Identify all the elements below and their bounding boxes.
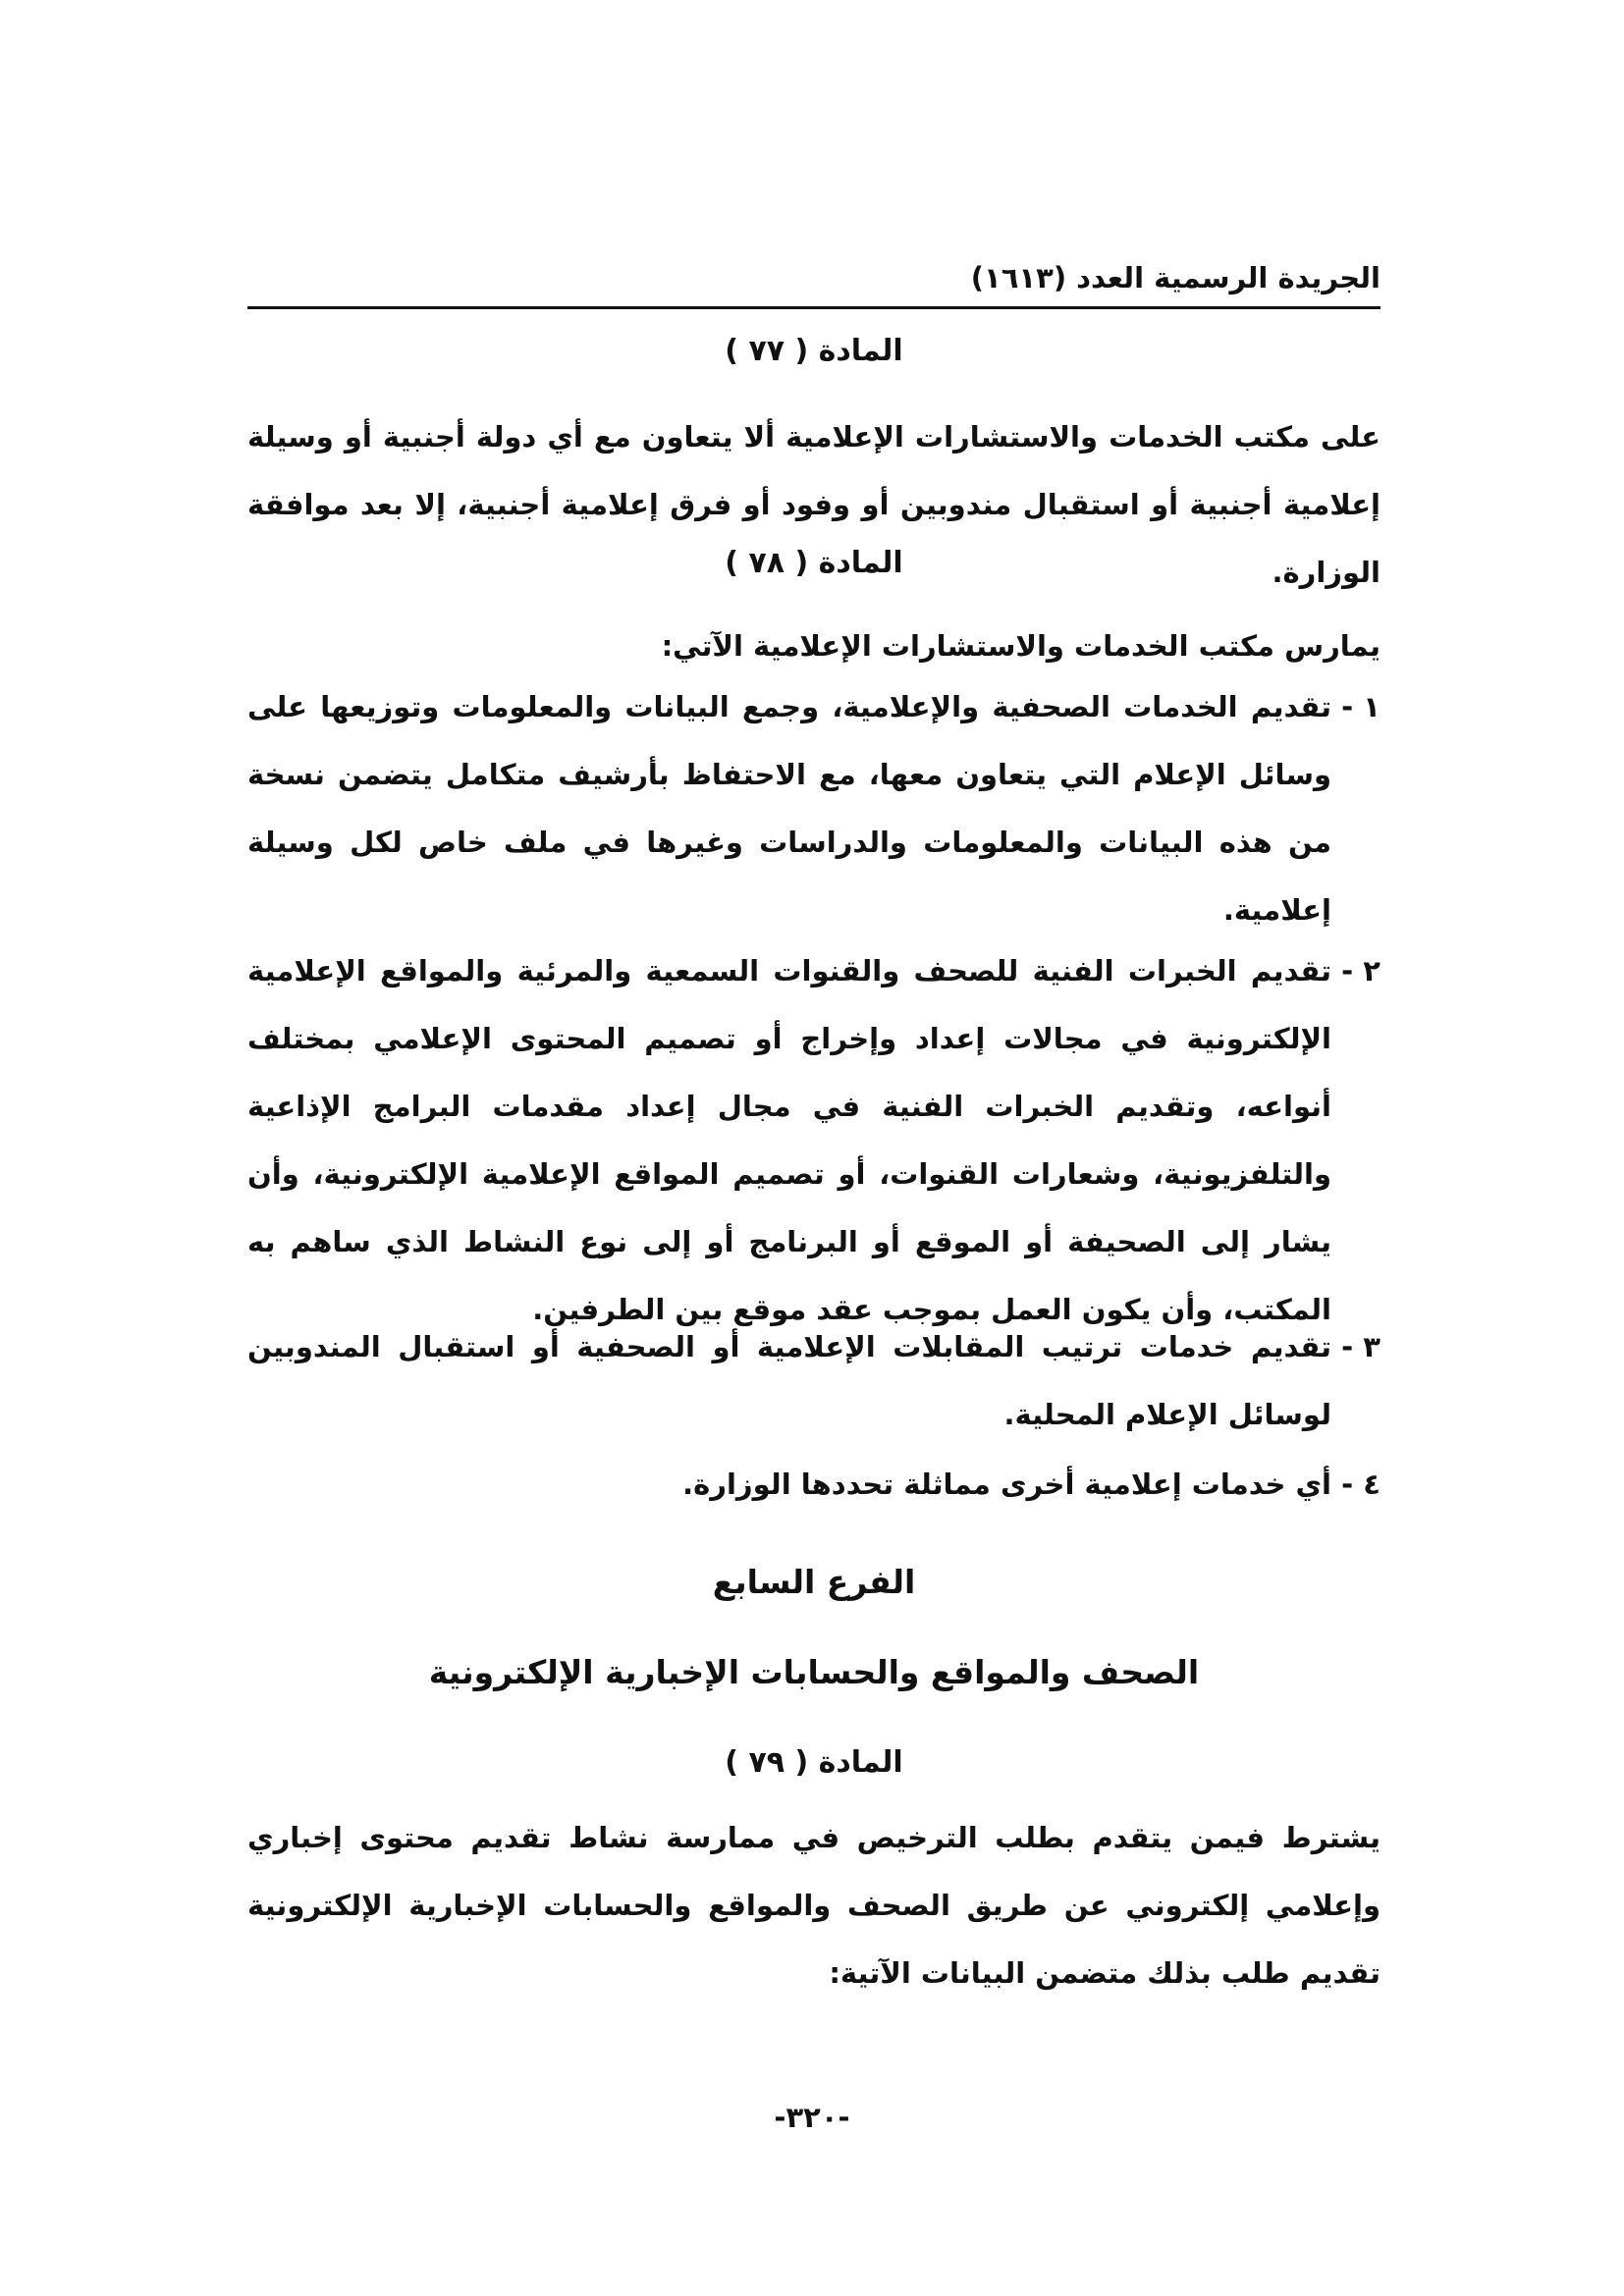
list-item-number: ٣ - xyxy=(1341,1330,1380,1363)
page-header xyxy=(247,257,1380,306)
list-item-text: أي خدمات إعلامية أخرى مماثلة تحددها الوزارة. xyxy=(682,1468,1331,1501)
list-item-text: تقديم الخبرات الفنية للصحف والقنوات السمعية والمرئية والمواقع الإعلامية الإلكترونية في مجالات إعداد وإخراج أو تصميم المحتوى الإعلامي بمختلف أنواعه، وتقديم الخبرات الفنية في مجال إعداد مقدمات البرامج الإذاعية والتلفزيونية، وشعارات القنوات، أو تصميم المواقع الإعلامية الإلكترونية، وأن يشار إلى الصحيفة أو الموقع أو البرنامج أو إلى نوع النشاط الذي ساهم به المكتب، وأن يكون العمل بموجب عقد موقع بين الطرفين. xyxy=(247,954,1331,1326)
article-78-heading: المادة ( ٧٨ ) xyxy=(725,546,903,580)
gazette-title: الجريدة الرسمية العدد (١٦١٣) xyxy=(970,261,1380,294)
list-item-number: ٢ - xyxy=(1341,954,1380,988)
article-79-heading: المادة ( ٧٩ ) xyxy=(725,1745,903,1780)
article-77-text: على مكتب الخدمات والاستشارات الإعلامية ألا يتعاون مع أي دولة أجنبية أو وسيلة إعلامية أجنبية أو استقبال مندوبين أو وفود أو فرق إعلامية أجنبية، إلا بعد موافقة الوزارة. xyxy=(247,420,1380,589)
article-79-text: يشترط فيمن يتقدم بطلب الترخيص في ممارسة نشاط تقديم محتوى إخباري وإعلامي إلكتروني عن طريق الصحف والمواقع والحسابات الإخبارية الإلكترونية تقديم طلب بذلك متضمن البيانات الآتية: xyxy=(247,1821,1380,1990)
list-item-number: ١ - xyxy=(1341,690,1380,723)
header-divider xyxy=(247,306,1380,309)
page-number: -٣٢٠- xyxy=(774,2101,850,2134)
list-item-text: تقديم الخدمات الصحفية والإعلامية، وجمع البيانات والمعلومات وتوزيعها على وسائل الإعلام التي يتعاون معها، مع الاحتفاظ بأرشيف متكامل يتضمن نسخة من هذه البيانات والمعلومات والدراسات وغيرها في ملف خاص لكل وسيلة إعلامية. xyxy=(247,690,1331,927)
list-item-text: تقديم خدمات ترتيب المقابلات الإعلامية أو الصحفية أو استقبال المندوبين لوسائل الإعلام المحلية. xyxy=(247,1330,1331,1431)
article-78-intro: يمارس مكتب الخدمات والاستشارات الإعلامية الآتي: xyxy=(661,629,1380,663)
list-item-number: ٤ - xyxy=(1341,1468,1380,1501)
section-title: الصحف والمواقع والحسابات الإخبارية الإلكترونية xyxy=(428,1653,1200,1691)
article-77-heading: المادة ( ٧٧ ) xyxy=(725,334,903,368)
branch-heading: الفرع السابع xyxy=(712,1563,916,1601)
